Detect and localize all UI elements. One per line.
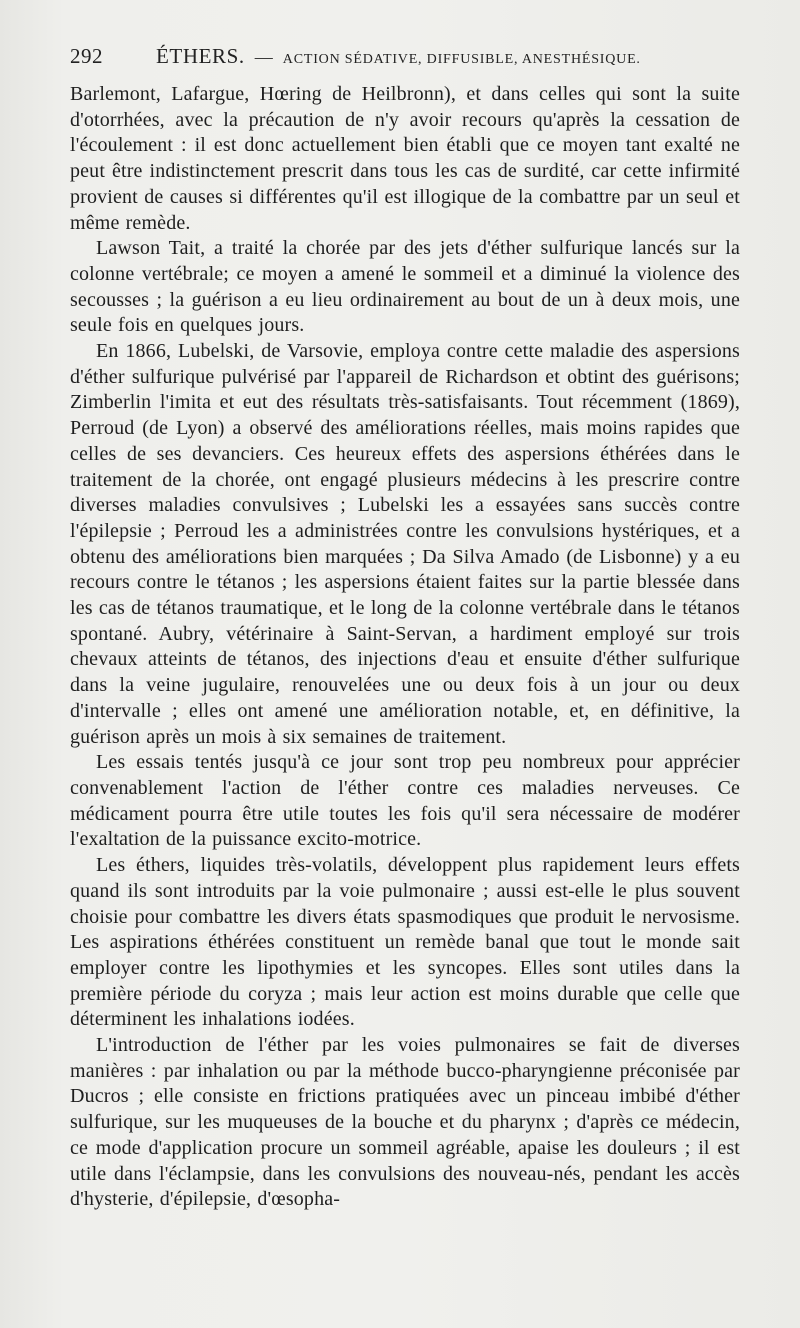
paragraph-3: En 1866, Lubelski, de Varsovie, employa contre cette maladie des aspersions d'éther sulfurique pulvérisé par l'appareil de Richardson et obtint des guérisons; Zimberlin l'imita et eut des résultats très-satisfaisants. Tout récemment (1869), Perroud (de Lyon) a observé des améliorations réelles, mais moins rapides que celles de ses devanciers. Ces heureux effets des aspersions éthérées dans le traitement de la chorée, ont engagé plusieurs médecins à les prescrire contre diverses maladies convulsives ; Lubelski les a essayées sans succès contre l'épilepsie ; Perroud les a administrées contre les convulsions hystériques, et a obtenu des améliorations bien marquées ; Da Silva Amado (de Lisbonne) y a eu recours contre le tétanos ; les aspersions étaient faites sur la partie blessée dans les cas de tétanos traumatique, et le long de la colonne vertébrale dans le tétanos spontané. Aubry, vétérinaire à Saint-Servan, a hardiment employé sur trois chevaux atteints de tétanos, des injections d'eau et ensuite d'éther sulfurique dans la veine jugulaire, renouvelées une ou deux fois à un jour ou deux d'intervalle ; elles ont amené une amélioration notable, et, en définitive, la guérison après un mois à six semaines de traitement. <box>70 340 740 748</box>
header-separator: — <box>254 47 273 67</box>
page-number: 292 <box>70 44 103 68</box>
body-text <box>70 82 740 1213</box>
paragraph-2: Lawson Tait, a traité la chorée par des jets d'éther sulfurique lancés sur la colonne vertébrale; ce moyen a amené le sommeil et a diminué la violence des secousses ; la guérison a eu lieu ordinairement au bout de un à deux mois, une seule fois en quelques jours. <box>70 237 740 337</box>
chapter-title: ÉTHERS. <box>156 44 245 68</box>
paragraph-5: Les éthers, liquides très-volatils, développent plus rapidement leurs effets quand ils sont introduits par la voie pulmonaire ; aussi est-elle le plus souvent choisie pour combattre les divers états spasmodiques que produit le nervosisme. Les aspirations éthérées constituent un remède banal que tout le monde sait employer contre les lipothymies et les syncopes. Elles sont utiles dans la première période du coryza ; mais leur action est moins durable que celle que déterminent les inhalations iodées. <box>70 854 740 1031</box>
section-subtitle: ACTION SÉDATIVE, DIFFUSIBLE, ANESTHÉSIQUE. <box>282 52 641 67</box>
running-header <box>70 44 740 80</box>
paragraph-1: Barlemont, Lafargue, Hœring de Heilbronn), et dans celles qui sont la suite d'otorrhées, avec la précaution de n'y avoir recours qu'après la cessation de l'écoulement : il est donc actuellement bien établi que ce moyen tant exalté ne peut être indistinctement prescrit dans tous les cas de surdité, car cette infirmité provient de causes si différentes qu'il est illogique de la combattre par un seul et même remède. <box>70 83 740 234</box>
paragraph-6: L'introduction de l'éther par les voies pulmonaires se fait de diverses manières : par inhalation ou par la méthode bucco-pharyngienne préconisée par Ducros ; elle consiste en frictions pratiquées avec un pinceau imbibé d'éther sulfurique, sur les muqueuses de la bouche et du pharynx ; d'après ce médecin, ce mode d'application procure un sommeil agréable, apaise les douleurs ; il est utile dans l'éclampsie, dans les convulsions des nouveau-nés, pendant les accès d'hysterie, d'épilepsie, d'œsopha- <box>70 1034 740 1211</box>
paragraph-4: Les essais tentés jusqu'à ce jour sont trop peu nombreux pour apprécier convenablement l'action de l'éther contre ces maladies nerveuses. Ce médicament pourra être utile toutes les fois qu'il sera nécessaire de modérer l'exaltation de la puissance excito-motrice. <box>70 751 740 851</box>
